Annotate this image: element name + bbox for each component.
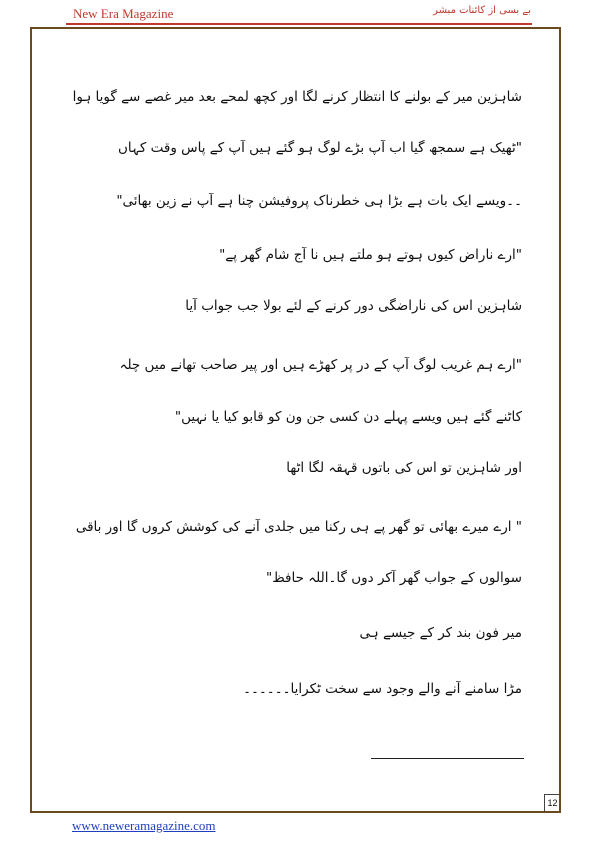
paragraph-line: شاہزین میر کے بولنے کا انتظار کرنے لگا اور کچھ لمحے بعد میر غصے سے گویا ہوا: [72, 89, 522, 105]
paragraph-line: شاہزین اس کی ناراضگی دور کرنے کے لئے بولا جب جواب آیا: [185, 298, 522, 314]
paragraph-line: اور شاہزین تو اس کی باتوں قہقہ لگا اٹھا: [286, 460, 522, 476]
footer-link[interactable]: www.neweramagazine.com: [72, 818, 216, 833]
paragraph-line: سوالوں کے جواب گھر آکر دوں گا۔اللہ حافظ": [266, 570, 522, 586]
paragraph-line: کاٹنے گئے ہیں ویسے پہلے دن کسی جن ون کو قابو کیا یا نہیں": [174, 409, 522, 425]
closing-rule: [371, 758, 524, 759]
paragraph-line: "ٹھیک ہے سمجھ گیا اب آپ بڑے لوگ ہو گئے ہیں آپ کے پاس وقت کہاں: [117, 140, 522, 156]
story-title: بے بسی از کائنات مبشر: [433, 5, 531, 16]
paragraph-line: میر فون بند کر کے جیسے ہی: [359, 625, 522, 641]
header-rule: [66, 23, 532, 25]
paragraph-line: "ارے ہم غریب لوگ آپ کے در پر کھڑے ہیں اور پیر صاحب تھانے میں چلہ: [119, 357, 522, 373]
paragraph-line: " ارے میرے بھائی تو گھر پے ہی رکنا میں جلدی آنے کی کوشش کروں گا اور باقی: [75, 519, 522, 535]
paragraph-line: ۔۔ویسے ایک بات ہے بڑا ہی خطرناک پروفیشن چنا ہے آپ نے زین بھائی": [116, 193, 522, 209]
page-number: 12: [544, 794, 560, 812]
paragraph-line: "ارے ناراض کیوں ہوتے ہو ملتے ہیں نا آج شام گھر پے": [219, 247, 522, 263]
magazine-name: New Era Magazine: [73, 6, 174, 21]
paragraph-line: مڑا سامنے آنے والے وجود سے سخت ٹکرایا۔۔۔۔۔۔: [243, 681, 522, 697]
